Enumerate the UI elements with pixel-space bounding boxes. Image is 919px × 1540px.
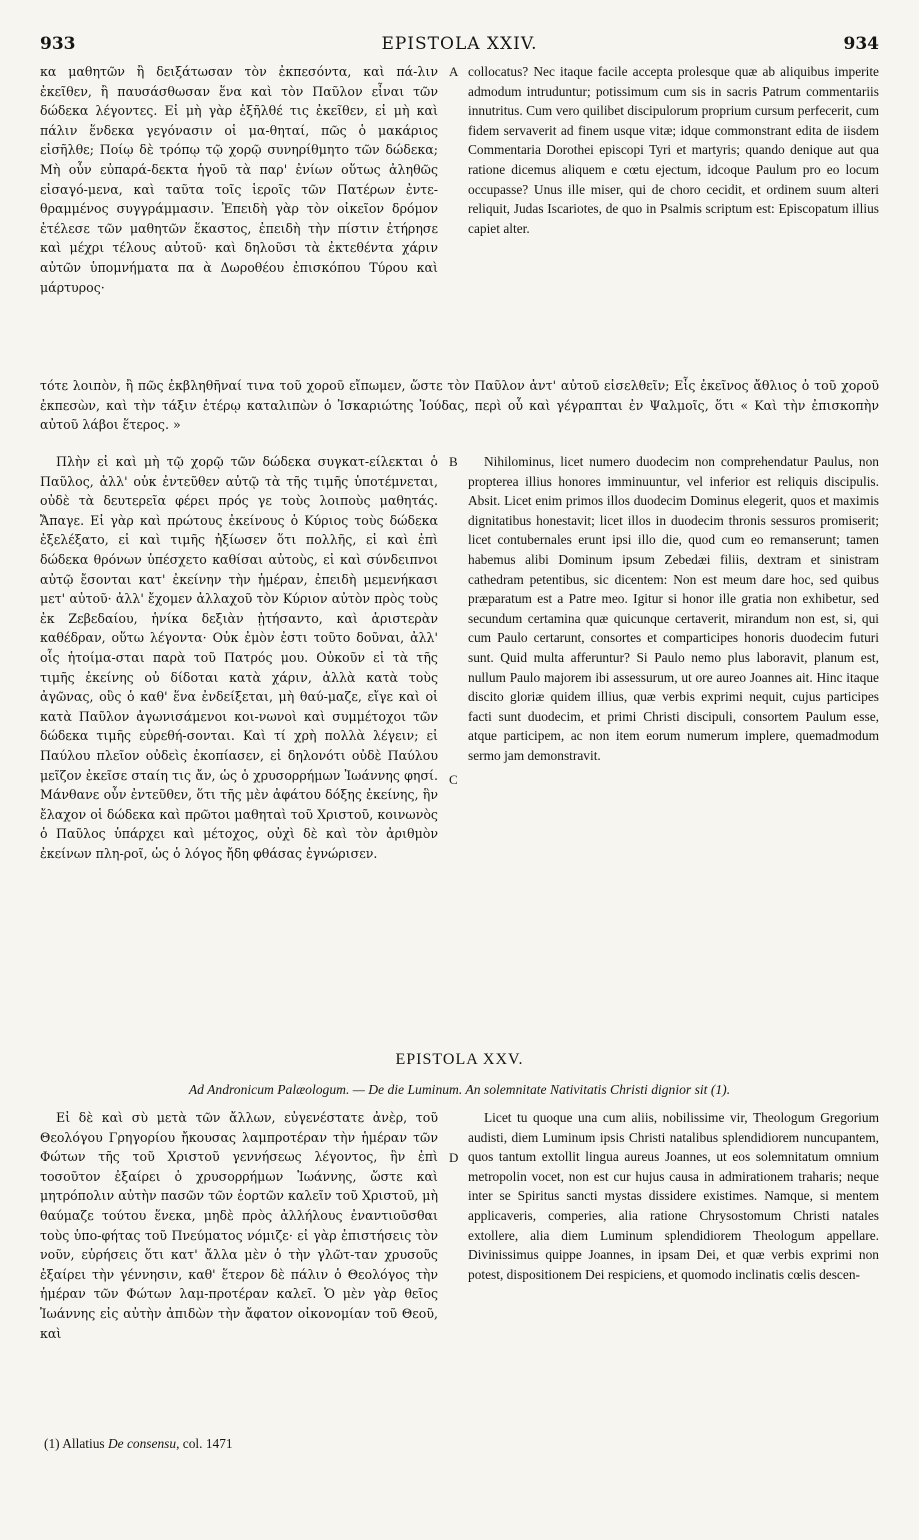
margin-letter-b: B (449, 454, 458, 469)
greek-full-width-text: τότε λοιπὸν, ἢ πῶς ἐκβληθῆναί τινα τοῦ χοροῦ εἴπωμεν, ὥστε τὸν Παῦλον ἀντ' αὐτοῦ εἰσελθεῖν; Εἷς ἐκεῖνος ἄθλιος ὁ τοῦ χοροῦ ἐκπεσὼν, καὶ τὴν τάξιν ἑτέρῳ καταλιπὼν ὁ Ἰσκαριώτης Ἰούδας, περὶ οὗ καὶ γέγραπται ἐν Ψαλμοῖς, ὅτι « Καὶ τὴν ἐπισκοπὴν αὐτοῦ λάβοι ἕτερος. » (40, 378, 879, 433)
footnote-ref: col. 1471 (182, 1436, 233, 1451)
latin-paragraph: Nihilominus, licet numero duodecim non comprehendatur Paulus, non propterea illius honores imminuuntur, vel inferior est reliquis discipulis. Absit. Licet enim primos illos duodecim Dominus elegerit, quos et maximis dignitatibus honestavit; licet illos in duodecim thronis sessuros promiserit; licet contubernales erunt ipsi illo die, quod cum eo remanserunt; tamen habemus alibi Dominum ipsum Zebedæi filiis, dextram et sinistram cathedram petentibus, sic dicentem: Non est meum dare hoc, sed quibus præparatum est a Patre meo. Igitur si honor ille gratia non exhibetur, sed secundum certamina quæ quicunque certaverit, mirandum non est, si, qui cum Paulo certarunt, consortes et comparticipes honoris duodecim futuri sunt. Quid multa afferuntur? Si Paulo nemo plus laboravit, planum est, nullum Paulo majorem ibi assessurum, ut ore aureo Joannes ait. Hinc itaque discito gloriæ quidem illius, quæ verbis exprimi nequit, cujus participes facti sunt duodecim, et primi Christi discipuli, consortem Paulum esse, atque participem, ac non item eorum numerum implere, quemadmodum sermo jam demonstravit. (468, 454, 879, 763)
margin-letter-c: C (449, 772, 458, 787)
greek-column-2 (40, 452, 438, 1046)
footnote: (1) Allatius De consensu, col. 1471 (44, 1436, 233, 1451)
latin-column-2 (468, 452, 879, 1046)
margin-letter-a: A (449, 64, 459, 79)
latin-column-3 (468, 1108, 879, 1418)
running-title: EPISTOLA XXIV. (381, 34, 538, 54)
margin-letter-d: D (449, 1150, 459, 1165)
footnote-work: De consensu (108, 1436, 177, 1451)
epistle-subtitle: Ad Andronicum Palæologum. — De die Luminum. An solemnitate Nativitatis Christi dignior sit (1). (188, 1082, 731, 1097)
greek-paragraph: κα μαθητῶν ἢ δειξάτωσαν τὸν ἐκπεσόντα, καὶ πά-λιν ἐκεῖθεν, ἢ παυσάσθωσαν ἕνα καὶ τὸν Παῦλον εἶναι τῶν δώδεκα λέγοντες. Εἰ μὴ γὰρ ἐξῆλθέ τις ἐκεῖθεν, εἰ μὴ καὶ πάλιν ἕνδεκα γεγόνασιν οἱ μα-θηταί, πῶς ὁ μακάριος εἰσῆλθε; Ποίῳ δὲ τρόπῳ τῷ χορῷ συνηρίθμητο τῶν δώδεκα; Μὴ οὖν εὐπαρά-δεκτα ἡγοῦ τὰ παρ' ἐνίων οὕτως ἀληθῶς εἰσαγό-μενα, καὶ ταῦτα τοῖς ἱεροῖς τῶν Πατέρων ἐντε-θραμμένος συγγράμμασιν. Ἐπειδὴ γὰρ τὸν οἰκεῖον δρόμον ἐτέλεσε τῶν μαθητῶν ἕκαστος, ἐπειδὴ τὴν πίστιν ἐτήρησε καὶ μέχρι τέλους αὐτοῦ· καὶ δηλοῦσι τὰ ἐκτεθέντα χάριν αὐτῶν ὑπομνήματα πα ὰ Δωροθέου ἐπισκόπου Τύρου καὶ μάρτυρος· (40, 64, 438, 295)
greek-column-1 (40, 62, 438, 380)
greek-full-width-passage (40, 376, 879, 436)
latin-column-1 (468, 62, 879, 380)
greek-paragraph: Εἰ δὲ καὶ σὺ μετὰ τῶν ἄλλων, εὐγενέστατε ἀνὲρ, τοῦ Θεολόγου Γρηγορίου ἤκουσας λαμπροτέραν τὴν ἡμέραν τῶν Φώτων τῆς τοῦ Χριστοῦ γεννήσεως λέγοντος, ἣν ἐπὶ τοσοῦτον ἐξαίρει ὁ χρυσορρήμων Ἰωάννης, ὥστε καὶ μητρόπολιν αὐτὴν πασῶν τῶν ἑορτῶν καλεῖν τοῦ Χριστοῦ, μὴ θαύμαζε τούτου ἕνεκα, μηδὲ πρὸς ἀλλήλους ἐναντιοῦσθαι τοὺς ὑπο-φήτας τοῦ Πνεύματος νόμιζε· εἰ γὰρ ἐπιστήσεις τὸν νοῦν, εὑρήσεις ὅτι κατ' ἄλλα μὲν ὁ τὴν γλῶτ-ταν χρυσοῦς ἐξαίρει τὴν γέννησιν, καθ' ἕτερον δὲ πάλιν ὁ Θεολόγος τὴν ἡμέραν τῶν Φώτων λαμ-προτέραν καλεῖ. Ὁ μὲν γὰρ θεῖος Ἰωάννης εἰς αὐτὴν ἀπιδὼν τὴν ἄφατον οἰκονομίαν τοῦ Θεοῦ, καὶ (40, 1110, 438, 1341)
page-number-left: 933 (40, 34, 76, 54)
greek-paragraph: Πλὴν εἰ καὶ μὴ τῷ χορῷ τῶν δώδεκα συγκατ-είλεκται ὁ Παῦλος, ἀλλ' οὐκ ἐντεῦθεν αὐτῷ τὰ τῆς τιμῆς ὑποτέμνεται, οὐδὲ τὰ δευτερεῖα φέρει πρός γε τοὺς λοιποὺς μαθητάς. Ἄπαγε. Εἰ γὰρ καὶ πρώτους ἐκείνους ὁ Κύριος τοὺς δώδεκα ἐξελέξατο, εἰ καὶ τιμῆς ἠξίωσεν ὅτι πολλῆς, εἰ καὶ ἐπὶ δώδεκα θρόνων ὑπέσχετο καθίσαι αὐτοὺς, εἰ καὶ σύνδειπνοι αὐτῷ ἔσονται κατ' ἐκείνην τὴν ἡμέραν, ἐπειδὴ μεμενήκασι μετ' αὐτοῦ· ἀλλ' ἔχομεν ἀλλαχοῦ τὸν Κύριον αὐτὸν πρὸς τοὺς ἐκ Ζεβεδαίου, ἡνίκα δεξιὰν ᾐτήσαντο, καὶ ἀριστερὰν καθέδραν, οὕτω λέγοντα· Οὐκ ἐμὸν ἐστι τοῦτο δοῦναι, ἀλλ' οἷς ἡτοίμα-σται παρὰ τοῦ Πατρός μου. Οὐκοῦν εἰ τὰ τῆς τιμῆς ἐκείνης οὐ δίδοται κατὰ χάριν, ἀλλὰ κατὰ τοὺς ἀγῶνας, οὓς ὁ καθ' ἕνα ἐνδείξεται, μὴ θαύ-μαζε, εἴγε καὶ οἱ κατὰ Παῦλον ἀγωνισάμενοι κοι-νωνοὶ καὶ συμμέτοχοι τῶν δώδεκα τιμῆς εὑρεθή-σονται. Καὶ τί χρὴ πολλὰ λέγειν; εἰ Παύλου πλεῖον οὐδεὶς ἐκοπίασεν, εἰ δηλονότι οὐδὲ Παύλου μεῖζον ἐκεῖσε σταίη τις ἄν, ὡς ὁ χρυσορρήμων Ἰωάννης φησί. Μάνθανε οὖν ἐντεῦθεν, ὅτι τῆς μὲν ἀφάτου δόξης ἐκείνης, ἣν ἔλαχον οἱ δώδεκα καὶ πρῶτοι μαθηταὶ τοῦ Χριστοῦ, κοινωνὸς ὁ Παῦλος ὑπάρχει καὶ μέτοχος, οὐχὶ δὲ καὶ τὸν ἀριθμὸν ἐκείνων πλη-ροῖ, ὡς ὁ λόγος ἤδη φθάσας ἐγνώρισεν. (40, 454, 438, 861)
footnote-number: (1) (44, 1436, 60, 1451)
epistle-title: EPISTOLA XXV. (395, 1051, 524, 1068)
latin-paragraph: Licet tu quoque una cum aliis, nobilissime vir, Theologum Gregorium audisti, diem Luminum ipsis Christi natalibus splendidiorem nuncupantem, quos tantum extollit lingua aureus Joannes, ut eos solemnitatum omnium metropolin vocet, non est cur hujus causa in admirationem traharis; neque inter se Spiritus sancti mystas dissidere existimes. Namque, si mentem applicaveris, comperies, alia ratione Chrysostomum Christi natales extollere, alia diem Luminum splendidiorem Theologum appellare. Divinissimus quippe Joannes, in ipsam Dei, et quæ verbis exprimi non potest, dispositionem Dei respiciens, et quomodo inclinatis cœlis descen- (468, 1110, 879, 1282)
latin-paragraph: collocatus? Nec itaque facile accepta prolesque quæ ab aliquibus imperite admodum intruduntur; potissimum cum sis in sacris Patrum commentariis innutritus. Cum vero quilibet discipulorum proprium cursum perfecerit, cum fidem servaverit ad finem usque vitæ; idque commonstrant edita de iisdem Commentaria Dorothei episcopi Tyri et martyris; quando denique aut qua ratione dicemus aliquem e cœtu ejectum, idcoque Paulum pro eo locum occupasse? Unus ille miser, qui de choro cecidit, et ordinem suum alteri reliquit, Judas Iscariotes, de quo in Psalmis scriptum est: Episcopatum illius capiet alter. (468, 64, 879, 236)
page-header (40, 34, 879, 56)
greek-column-3 (40, 1108, 438, 1418)
page-number-right: 934 (843, 34, 879, 54)
footnote-author: Allatius (62, 1436, 105, 1451)
